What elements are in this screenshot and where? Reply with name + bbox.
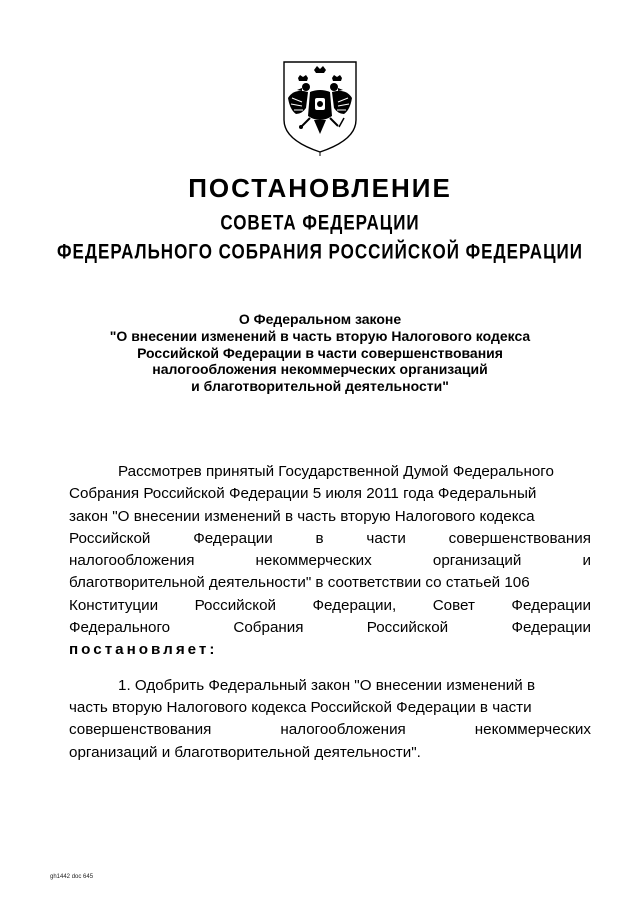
word: части [366,529,406,547]
word: Федерации [511,619,591,637]
word: Федерации [511,596,591,614]
word: Совет [432,596,475,614]
paragraph-line: часть вторую Налогового кодекса Российской Федерации в части [69,698,532,716]
paragraph-line [69,550,591,572]
word: налогообложения [280,721,406,739]
word: Российской [69,529,151,547]
paragraph-line: 1. Одобрить Федеральный закон "О внесении изменений в [118,676,536,694]
document-subtitle-council: СОВЕТА ФЕДЕРАЦИИ [220,210,420,235]
document-footer-code: gh1442 doc 645 [50,874,94,880]
word: Конституции [69,596,159,614]
paragraph-line [69,719,591,741]
resolution-keyword: постановляет: [69,641,218,659]
word: совершенствования [448,529,591,547]
paragraph-line [69,617,591,639]
document-title: ПОСТАНОВЛЕНИЕ [188,173,452,203]
paragraph-line [69,595,591,617]
word: совершенствования [69,721,212,739]
law-title-line: и благотворительной деятельности" [191,378,449,395]
paragraph-line: Рассмотрев принятый Государственной Думой Федерального [118,463,554,480]
word: некоммерческих [474,721,591,739]
word: Российской [366,619,449,637]
word: Федерации, [312,596,397,614]
word: Федерального [69,619,171,637]
law-title-line: Российской Федерации в части совершенствования [137,344,503,361]
paragraph-line: благотворительной деятельности" в соответствии со статьей 106 [69,574,530,592]
word: Российской [194,596,276,614]
paragraph-line: Собрания Российской Федерации 5 июля 2011 года Федеральный [69,485,537,503]
word: Федерации [193,529,273,547]
paragraph-line [69,528,591,550]
document-body [69,461,591,764]
word: Собрания [233,619,304,637]
word: налогообложения [69,552,195,570]
document-subtitle-assembly: ФЕДЕРАЛЬНОГО СОБРАНИЯ РОССИЙСКОЙ ФЕДЕРАЦИИ [57,239,583,264]
word: некоммерческих [255,552,372,570]
law-title-line: налогообложения некоммерческих организаций [152,361,488,378]
word: и [582,552,591,570]
paragraph-line: организаций и благотворительной деятельности". [69,743,421,761]
double-headed-eagle-icon [278,58,362,156]
word: организаций [432,552,522,570]
law-title [60,311,580,395]
paragraph-line: закон "О внесении изменений в часть вторую Налогового кодекса [69,507,535,525]
law-title-line: "О внесении изменений в часть вторую Налогового кодекса [109,327,531,344]
word: в [315,529,324,547]
law-title-line: О Федеральном законе [238,311,402,327]
